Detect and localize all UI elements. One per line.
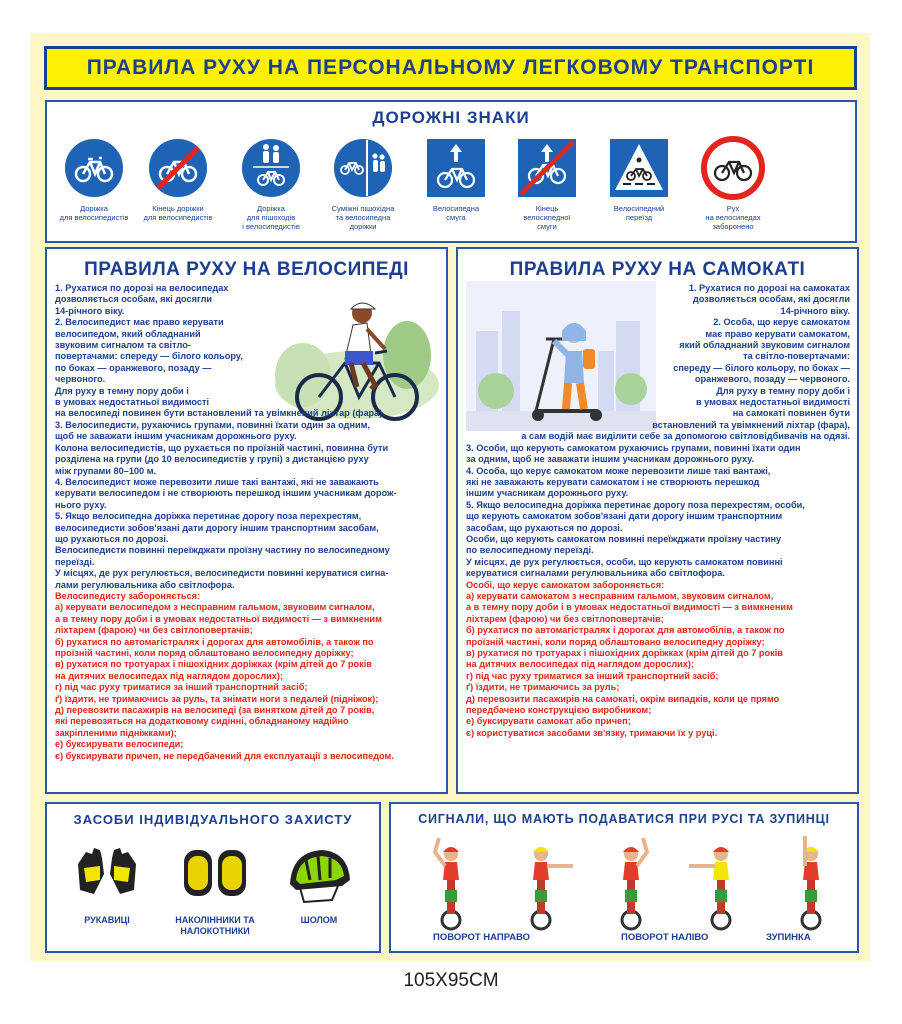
hand-signals-panel [389, 802, 859, 953]
knee-pads-icon [180, 844, 250, 904]
rule-item: 2. Велосипедист має право керувати велосипедом, який обладнаний звуковим сигналом та світло- повертачами: спереду — білого кольору, по боках — оранжевого, позаду — червоного. [55, 317, 243, 385]
rule-item: 3. Особи, що керують самокатом рухаючись групами, повинні їхати один за одним, щоб не заважати іншим учасникам дорожнього руху. [466, 442, 801, 465]
gloves-icon [72, 844, 142, 904]
rule-item: Для руху в темну пору доби і в умовах недостатньої видимості на самокаті повинен бути встановлений та увімкнений ліхтар (фара), а сам водій має виділити себе за допомогою світловідбивачів на одязі. [521, 385, 850, 442]
rule-item: а) керувати велосипедом з несправним гальмом, звуковим сигналом, а в темну пору доби і в умовах недостатньої видимості — з вимкненим ліхтарем (фарою) чи без світлоповертачів; [55, 602, 382, 636]
protective-equipment-title: ЗАСОБИ ІНДИВІДУАЛЬНОГО ЗАХИСТУ [73, 812, 353, 827]
sign-end-bicycle-lane [499, 136, 595, 231]
pedestrian-bicycle-path-sign-icon [239, 136, 303, 200]
signal-figure-1 [435, 838, 460, 929]
rule-item: Особи, що керують самокатом повинні переїжджати проїзну частину по велосипедному переїзді. [466, 533, 782, 556]
sign-bicycle-path [46, 136, 142, 222]
sign-caption: Рух на велосипедах заборонено [705, 204, 761, 231]
bicycle-lane-sign-icon [424, 136, 488, 200]
rule-item: б) рухатися по автомагістралях і дорогах для автомобілів, а також по проїзній частині, коли поряд облаштовано велосипедну доріжку; [466, 625, 785, 647]
rule-item: г) під час руху триматися за інший транспортний засіб; [466, 670, 719, 681]
signal-figure-4 [689, 847, 730, 929]
road-signs-title: ДОРОЖНІ ЗНАКИ [372, 108, 530, 127]
sign-bicycle-crossing [591, 136, 687, 222]
signal-caption-stop: ЗУПИНКА [766, 932, 811, 943]
rule-item: 2. Особа, що керує самокатом має право керувати самокатом, який обладнаний звуковим сигналом та світло-повертачами: спереду — білого кольору, по боках — оранжевого, позаду — червоного. [673, 317, 850, 385]
rule-item: 1. Рухатися по дорозі на самокатах дозволяється особам, які досягли 14-річного віку. [688, 283, 850, 316]
cyclist-hand-signals-illustration-icon [421, 832, 841, 932]
signal-figure-3 [622, 838, 647, 929]
signal-figure-5 [802, 836, 820, 929]
rule-item: є) буксирувати причеп, не передбачений для експлуатації з велосипедом. [55, 750, 394, 761]
sign-pedestrian-bicycle-path [223, 136, 319, 231]
bicycle-rules-list [55, 283, 447, 762]
rule-item: е) буксирувати самокат або причеп; [466, 716, 631, 727]
no-bicycles-sign-icon [701, 136, 765, 200]
bicycle-rules-title: ПРАВИЛА РУХУ НА ВЕЛОСИПЕДІ [84, 259, 409, 280]
sign-caption: Доріжка для велосипедистів [59, 204, 129, 222]
rule-item: ґ) їздити, не тримаючись за руль; [466, 682, 620, 693]
rule-item: 4. Особа, що керує самокатом може перевозити лише такі вантажі, які не заважають керувати самокатом і не створюють перешкод іншим учасникам дорожнього руху. [466, 465, 771, 499]
road-signs-panel [45, 100, 857, 243]
rule-item: є) користуватися засобами зв'язку, тримаючи їх у руці. [466, 727, 718, 738]
prohibited-heading: Особі, що керує самокатом забороняється: [466, 579, 665, 590]
sign-end-bicycle-path [130, 136, 226, 222]
sign-no-bicycles [685, 136, 781, 231]
sign-caption: Кінець велосипедної смуги [523, 204, 571, 231]
prohibited-heading: Велосипедисту забороняється: [55, 590, 201, 601]
protective-equipment-panel [45, 802, 381, 953]
rule-item: 5. Якщо велосипедна доріжка перетинає дорогу поза перехрестям, велосипедисти зобов'язані дати дорогу іншим транспортним засобам, що рухаються по дорозі. [55, 511, 379, 544]
end-bicycle-path-sign-icon [146, 136, 210, 200]
rule-item: 4. Велосипедист може перевозити лише такі вантажі, які не заважають керувати велосипедом і не створюють перешкод іншим учасникам дорож- нього руху. [55, 476, 397, 510]
sign-adjacent-paths [315, 136, 411, 231]
rule-item: д) перевозити пасажирів на велосипеді (за винятком дітей до 7 років, які перевозяться на додатковому сидінні, обладнаному надійно закріпленими підніжками); [55, 705, 375, 738]
hand-signals-title: СИГНАЛИ, ЩО МАЮТЬ ПОДАВАТИСЯ ПРИ РУСІ ТА ЗУПИНЦІ [418, 812, 830, 826]
sign-caption: Кінець доріжки для велосипедистів [143, 204, 213, 222]
rule-item: в) рухатися по тротуарах і пішохідних доріжках (крім дітей до 7 років на дитячих велосипедах під наглядом дорослих); [466, 648, 783, 670]
rule-item: 5. Якщо велосипедна доріжка перетинає дорогу поза перехрестям, особи, що керують самокатом зобов'язані дати дорогу іншим транспортним засобам, що рухаються по дорозі. [466, 499, 805, 533]
sign-caption: Суміжні пішохідна та велосипедна доріжки [331, 204, 395, 231]
rule-item: г) під час руху триматися за інший транспортний засіб; [55, 682, 308, 693]
poster-size-label: 105X95CM [403, 970, 499, 991]
signal-caption-turn-left: ПОВОРОТ НАЛІВО [621, 932, 709, 943]
scooter-rules-panel [456, 247, 859, 794]
bicycle-path-sign-icon [62, 136, 126, 200]
ppe-caption: ШОЛОМ [300, 915, 338, 925]
ppe-knee-pads [165, 844, 265, 937]
rule-item: в) рухатися по тротуарах і пішохідних доріжках (крім дітей до 7 років на дитячих велосипедах під наглядом дорослих); [55, 659, 372, 681]
rule-item: а) керувати самокатом з несправним гальмом, звуковим сигналом, а в темну пору доби і в умовах недостатньої видимості — з вимкненим ліхтарем (фарою) чи без світлоповертачів; [466, 590, 793, 624]
scooter-rules-list [466, 283, 850, 739]
rule-item: ґ) їздити, не тримаючись за руль, та знімати ноги з педалей (підніжок); [55, 693, 379, 704]
sign-bicycle-lane [408, 136, 504, 222]
poster-title-bar [44, 46, 857, 90]
poster-title: ПРАВИЛА РУХУ НА ПЕРСОНАЛЬНОМУ ЛЕГКОВОМУ ТРАНСПОРТІ [86, 56, 815, 79]
signal-caption-turn-right: ПОВОРОТ НАПРАВО [433, 932, 531, 943]
sign-caption: Велосипедний переїзд [613, 204, 665, 222]
ppe-gloves [57, 844, 157, 926]
rule-item: Для руху в темну пору доби і в умовах недостатньої видимості на велосипеді повинен бути встановлений та увімкнений ліхтар (фара). [55, 385, 385, 419]
helmet-icon [284, 844, 354, 904]
bicycle-rules-panel [45, 247, 448, 794]
rule-item: 3. Велосипедисти, рухаючись групами, повинні їхати один за одним, щоб не заважати іншим учасникам дорожнього руху. [55, 419, 370, 442]
scooter-rules-title: ПРАВИЛА РУХУ НА САМОКАТІ [509, 259, 806, 280]
end-bicycle-lane-sign-icon [515, 136, 579, 200]
rule-item: У місцях, де рух регулюється, особи, що керують самокатом повинні керуватися сигналами регулювальника або світлофора. [466, 556, 783, 579]
ppe-caption: РУКАВИЦІ [84, 915, 130, 925]
rule-item: Велосипедисти повинні переїжджати проїзну частину по велосипедному переїзді. [55, 545, 390, 567]
rule-item: д) перевозити пасажирів на самокаті, окрім випадків, коли це прямо передбачено конструкцією виробником; [466, 693, 780, 716]
rule-item: Колона велосипедистів, що рухається по проїзній частині, повинна бути розділена на групи (до 10 велосипедистів у групі) з дистанцією руху між групами 80–100 м. [55, 442, 389, 476]
sign-caption: Велосипедна смуга [432, 204, 480, 222]
rule-item: 1. Рухатися по дорозі на велосипедах дозволяється особам, які досягли 14-річного віку. [55, 283, 229, 316]
signal-figure-2 [532, 847, 573, 929]
ppe-helmet [269, 844, 369, 926]
adjacent-paths-sign-icon [331, 136, 395, 200]
rule-item: б) рухатися по автомагістралях і дорогах для автомобілів, а також по проїзній частині, коли поряд облаштовано велосипедну доріжку; [55, 636, 374, 658]
ppe-caption: НАКОЛІННИКИ ТА НАЛОКОТНИКИ [175, 915, 255, 936]
sign-caption: Доріжка для пішоходів і велосипедистів [242, 204, 300, 231]
bicycle-crossing-sign-icon [607, 136, 671, 200]
rule-item: е) буксирувати велосипеди; [55, 739, 184, 750]
rule-item: У місцях, де рух регулюється, велосипедисти повинні керуватися сигна- лами регулювальника або світлофора. [55, 568, 389, 590]
